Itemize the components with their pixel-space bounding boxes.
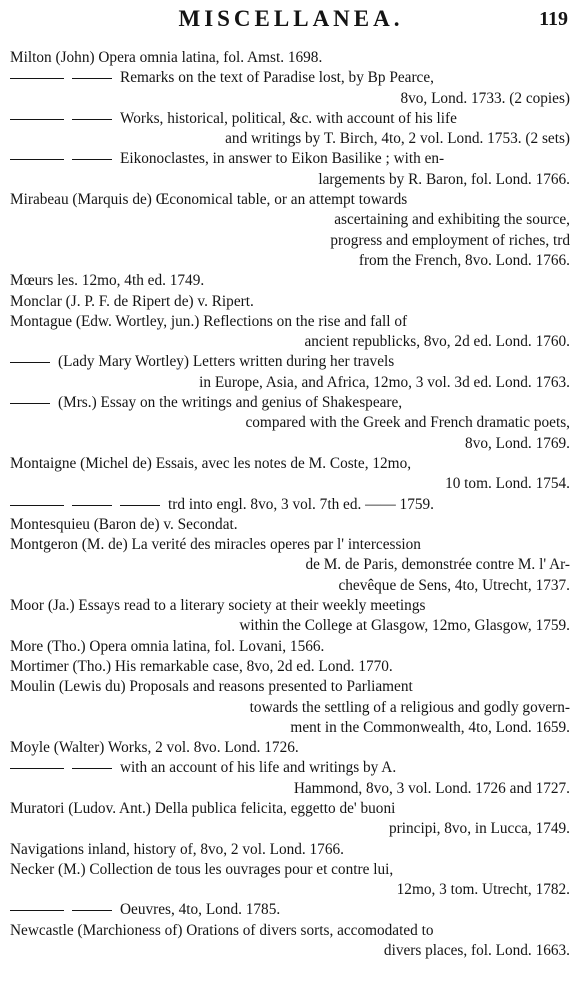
catalogue-entry — [0, 352, 582, 393]
entry-text: principi, 8vo, in Lucca, 1749. — [389, 820, 570, 838]
entry-text: ancient republicks, 8vo, 2d ed. Lond. 1760. — [304, 333, 570, 351]
entry-text: Monclar (J. P. F. de Ripert de) v. Ripert. — [10, 292, 254, 310]
catalogue-entry — [0, 312, 582, 353]
entry-line-first — [0, 271, 582, 291]
entry-text: Navigations inland, history of, 8vo, 2 vol. Lond. 1766. — [10, 840, 344, 858]
catalogue-entry — [0, 68, 582, 109]
catalogue-entry — [0, 48, 582, 68]
ditto-dash — [72, 768, 112, 769]
entry-line-first — [0, 860, 582, 880]
entry-line-continuation — [0, 434, 582, 454]
entry-text: Hammond, 8vo, 3 vol. Lond. 1726 and 1727. — [293, 779, 570, 797]
entry-text: (Lady Mary Wortley) Letters written during her travels — [58, 353, 395, 371]
entry-line-continuation — [0, 231, 582, 251]
ditto-dash — [10, 403, 50, 404]
catalogue-entry — [0, 109, 582, 150]
entry-text: Milton (John) Opera omnia latina, fol. Amst. 1698. — [10, 49, 323, 66]
entry-text: Montaigne (Michel de) Essais, avec les notes de M. Coste, 12mo, — [10, 454, 412, 472]
ditto-dash — [72, 159, 112, 160]
catalogue-entry — [0, 860, 582, 901]
entry-line-continuation — [0, 129, 582, 149]
entry-text: 10 tom. Lond. 1754. — [445, 475, 570, 493]
entry-text: Mœurs les. 12mo, 4th ed. 1749. — [10, 272, 205, 290]
entry-line-continuation — [0, 819, 582, 839]
entry-line-first — [0, 109, 582, 129]
entry-line-continuation — [0, 555, 582, 575]
entry-line-first — [0, 596, 582, 616]
ditto-dash — [72, 119, 112, 120]
entry-text: ment in the Commonwealth, 4to, Lond. 1659. — [290, 718, 570, 736]
entry-line-first — [0, 900, 582, 920]
page-number: 119 — [539, 8, 568, 30]
entry-text: Mirabeau (Marquis de) Œconomical table, or an attempt towards — [10, 191, 408, 209]
entry-text: divers places, fol. Lond. 1663. — [383, 942, 570, 960]
entry-text: 12mo, 3 tom. Utrecht, 1782. — [396, 881, 570, 899]
entry-text: 8vo, Lond. 1769. — [465, 434, 570, 452]
entry-line-first — [0, 149, 582, 169]
ditto-dash — [10, 910, 64, 911]
entry-line-continuation — [0, 698, 582, 718]
entry-text: trd into engl. 8vo, 3 vol. 7th ed. —— 1759. — [168, 495, 434, 513]
catalogue-entry — [0, 271, 582, 291]
entry-line-first — [0, 190, 582, 210]
entry-text: More (Tho.) Opera omnia latina, fol. Lovani, 1566. — [10, 637, 325, 655]
catalogue-entry — [0, 454, 582, 495]
page-header — [0, 4, 582, 34]
ditto-dash — [10, 768, 64, 769]
entry-line-continuation — [0, 210, 582, 230]
catalogue-entry — [0, 900, 582, 920]
entry-line-first — [0, 68, 582, 88]
entry-text: Mortimer (Tho.) His remarkable case, 8vo, 2d ed. Lond. 1770. — [10, 657, 393, 675]
catalogue-entry — [0, 758, 582, 799]
entry-line-continuation — [0, 880, 582, 900]
ditto-dash — [10, 78, 64, 79]
entry-text: ascertaining and exhibiting the source, — [334, 211, 570, 229]
catalogue-entry — [0, 799, 582, 840]
entry-text: Eikonoclastes, in answer to Eikon Basilike ; with en- — [120, 150, 445, 168]
entry-line-first — [0, 657, 582, 677]
ditto-dash — [10, 362, 50, 363]
entry-text: Moulin (Lewis du) Proposals and reasons presented to Parliament — [10, 678, 413, 696]
catalogue-entry — [0, 495, 582, 515]
entry-line-continuation — [0, 332, 582, 352]
entry-line-first — [0, 535, 582, 555]
catalogue-entry — [0, 677, 582, 738]
entry-line-first — [0, 677, 582, 697]
entry-text: chevêque de Sens, 4to, Utrecht, 1737. — [338, 576, 570, 594]
entry-text: Montague (Edw. Wortley, jun.) Reflections on the rise and fall of — [10, 312, 408, 330]
entry-line-continuation — [0, 941, 582, 961]
entry-text: and writings by T. Birch, 4to, 2 vol. Lond. 1753. (2 sets) — [225, 130, 570, 148]
entry-text: Necker (M.) Collection de tous les ouvrages pour et contre lui, — [10, 860, 394, 878]
entry-text: largements by R. Baron, fol. Lond. 1766. — [318, 170, 570, 188]
entry-text: with an account of his life and writings by A. — [120, 759, 397, 777]
entry-text: Montesquieu (Baron de) v. Secondat. — [10, 515, 238, 533]
ditto-dash — [10, 159, 64, 160]
entry-line-first — [0, 352, 582, 372]
catalogue-entry — [0, 190, 582, 271]
entry-text: compared with the Greek and French dramatic poets, — [245, 414, 570, 432]
catalogue-entry — [0, 393, 582, 454]
entry-line-first — [0, 738, 582, 758]
entry-text: de M. de Paris, demonstrée contre M. l' Ar- — [305, 556, 570, 574]
entry-text: Newcastle (Marchioness of) Orations of divers sorts, accomodated to — [10, 921, 434, 939]
ditto-dash — [120, 505, 160, 506]
ditto-dash — [10, 119, 64, 120]
entry-line-first — [0, 495, 582, 515]
entry-text: 8vo, Lond. 1733. (2 copies) — [400, 89, 570, 107]
catalogue-entries — [0, 48, 582, 961]
entry-text: Moor (Ja.) Essays read to a literary society at their weekly meetings — [10, 597, 426, 615]
entry-line-first — [0, 758, 582, 778]
entry-line-first — [0, 840, 582, 860]
entry-line-first — [0, 393, 582, 413]
entry-line-continuation — [0, 251, 582, 271]
entry-text: Oeuvres, 4to, Lond. 1785. — [120, 901, 281, 919]
entry-text: (Mrs.) Essay on the writings and genius of Shakespeare, — [58, 394, 403, 412]
entry-line-continuation — [0, 616, 582, 636]
ditto-dash — [10, 505, 64, 506]
running-head-title: MISCELLANEA. — [178, 6, 404, 31]
catalogue-entry — [0, 292, 582, 312]
catalogue-entry — [0, 596, 582, 637]
entry-line-continuation — [0, 170, 582, 190]
ditto-dash — [72, 78, 112, 79]
entry-line-continuation — [0, 413, 582, 433]
entry-line-first — [0, 637, 582, 657]
catalogue-entry — [0, 149, 582, 190]
entry-text: in Europe, Asia, and Africa, 12mo, 3 vol. 3d ed. Lond. 1763. — [199, 373, 570, 391]
catalogue-entry — [0, 738, 582, 758]
entry-text: Montgeron (M. de) La verité des miracles operes par l' intercession — [10, 536, 421, 554]
entry-line-continuation — [0, 474, 582, 494]
entry-text: from the French, 8vo. Lond. 1766. — [358, 251, 570, 269]
entry-line-continuation — [0, 718, 582, 738]
ditto-dash — [72, 505, 112, 506]
catalogue-entry — [0, 840, 582, 860]
catalogue-entry — [0, 535, 582, 596]
entry-line-first — [0, 454, 582, 474]
entry-line-continuation — [0, 373, 582, 393]
entry-line-continuation — [0, 779, 582, 799]
catalogue-entry — [0, 921, 582, 962]
entry-line-first — [0, 312, 582, 332]
entry-line-continuation — [0, 89, 582, 109]
entry-text: within the College at Glasgow, 12mo, Glasgow, 1759. — [239, 617, 570, 635]
entry-text: Remarks on the text of Paradise lost, by Bp Pearce, — [120, 69, 434, 87]
catalogue-entry — [0, 637, 582, 657]
entry-text: Works, historical, political, &c. with account of his life — [120, 109, 457, 127]
catalogue-entry — [0, 657, 582, 677]
entry-text: Moyle (Walter) Works, 2 vol. 8vo. Lond. 1726. — [10, 739, 299, 757]
entry-line-first — [0, 921, 582, 941]
entry-line-first — [0, 515, 582, 535]
entry-text: towards the settling of a religious and godly govern- — [249, 698, 570, 716]
ditto-dash — [72, 910, 112, 911]
entry-text: Muratori (Ludov. Ant.) Della publica felicita, eggetto de' buoni — [10, 799, 396, 817]
entry-line-continuation — [0, 576, 582, 596]
entry-text: progress and employment of riches, trd — [330, 231, 570, 249]
entry-line-first — [0, 799, 582, 819]
entry-line-first — [0, 292, 582, 312]
catalogue-entry — [0, 515, 582, 535]
entry-line-first — [0, 48, 582, 68]
